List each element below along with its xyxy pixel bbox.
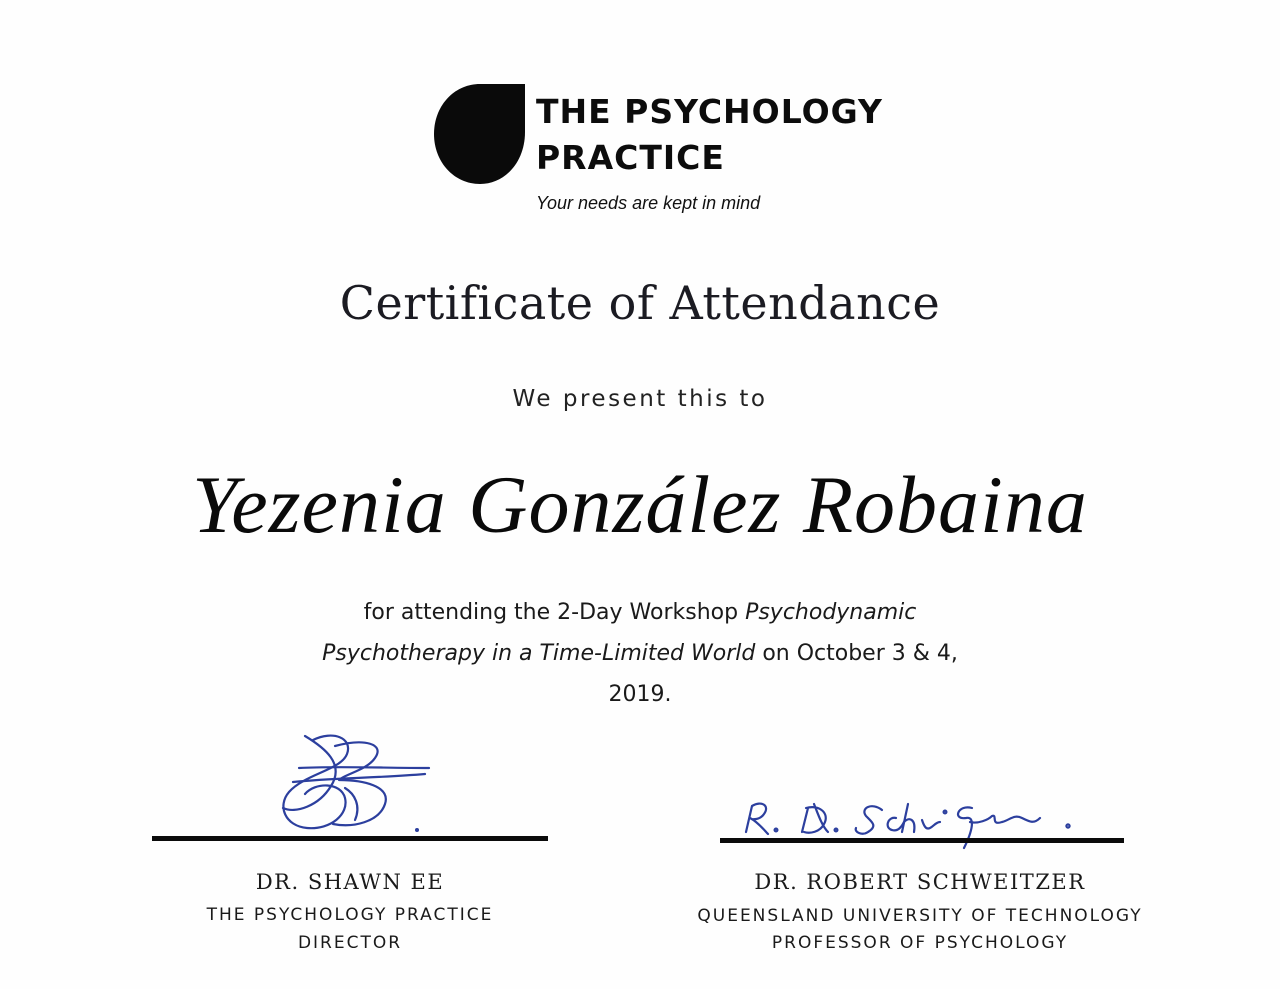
workshop-title: Psychodynamic Psychotherapy in a Time-Limited World (322, 600, 917, 666)
organization-name-line2: PRACTICE (536, 138, 725, 177)
droplet-logo-icon (433, 82, 527, 186)
signer-role-left: DIRECTOR (297, 933, 403, 953)
description-prefix: for attending the 2-Day Workshop (363, 600, 739, 625)
signer-name-right: DR. ROBERT SCHWEITZER (754, 870, 1086, 894)
signer-organization-left: THE PSYCHOLOGY PRACTICE (206, 905, 494, 925)
recipient-name: Yezenia González Robaina (192, 459, 1088, 550)
attendance-description (290, 592, 990, 715)
signer-name-left: DR. SHAWN EE (255, 870, 445, 894)
presented-text: We present this to (512, 386, 768, 412)
organization-tagline: Your needs are kept in mind (536, 193, 761, 213)
certificate-title: Certificate of Attendance (339, 276, 941, 330)
signature-line-right (720, 838, 1124, 843)
signature-line-left (152, 836, 548, 841)
signer-role-right: PROFESSOR OF PSYCHOLOGY (771, 933, 1069, 953)
organization-name-line1: THE PSYCHOLOGY (536, 92, 883, 131)
signature-robert-schweitzer (740, 792, 1080, 852)
signature-shawn-ee (275, 728, 435, 838)
description-suffix: on October 3 & 4, 2019. (608, 641, 958, 707)
signer-organization-right: QUEENSLAND UNIVERSITY OF TECHNOLOGY (697, 906, 1143, 926)
